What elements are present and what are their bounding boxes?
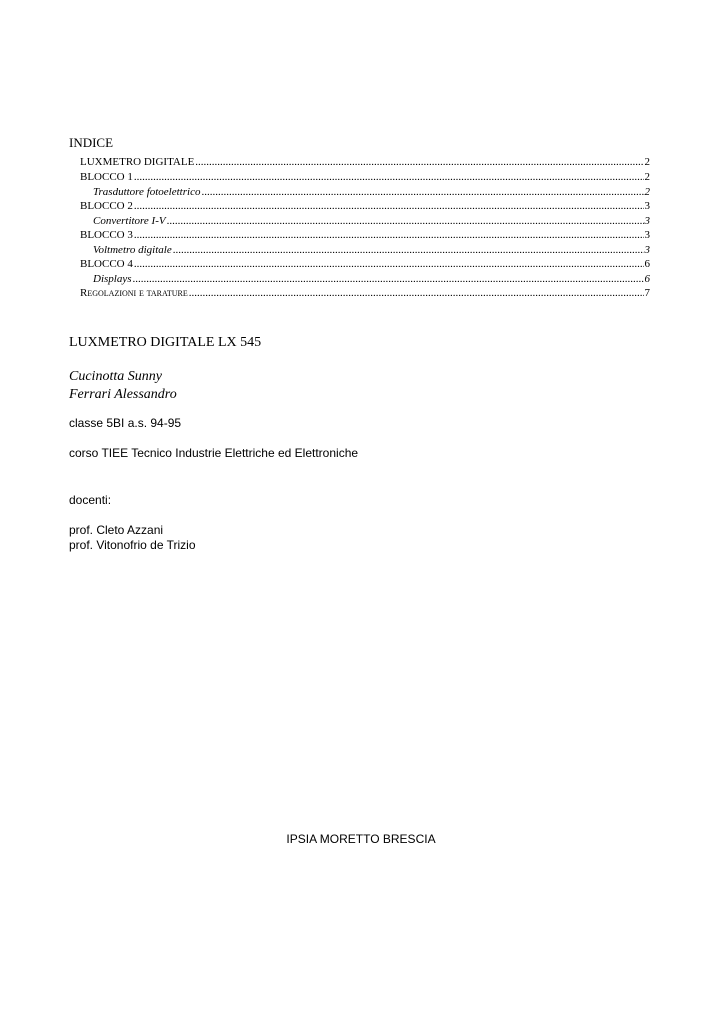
- toc-entry-label: LUXMETRO DIGITALE: [80, 156, 195, 168]
- toc-entry[interactable]: [80, 229, 650, 242]
- toc-leader-dots: [134, 171, 644, 184]
- toc-entry-page: 3: [644, 229, 650, 241]
- toc-entry-page: 2: [644, 171, 650, 183]
- course-line: corso TIEE Tecnico Industrie Elettriche ed Elettroniche: [69, 446, 359, 460]
- toc-entry-label: Displays: [93, 273, 132, 285]
- author-name: Cucinotta Sunny: [69, 369, 162, 384]
- toc-entry-page: 6: [644, 273, 650, 285]
- toc-entry[interactable]: [80, 200, 650, 213]
- toc-leader-dots: [167, 215, 644, 228]
- toc-entry-page: 2: [644, 156, 650, 168]
- toc-entry[interactable]: [80, 171, 650, 184]
- document-title: LUXMETRO DIGITALE LX 545: [69, 335, 262, 350]
- toc-entry-label: Regolazioni e tarature: [80, 287, 188, 299]
- toc-entry-label: BLOCCO 3: [80, 229, 133, 241]
- school-name: [0, 832, 724, 847]
- toc-entry-label: Trasduttore fotoelettrico: [93, 186, 201, 198]
- toc-entry-page: 3: [644, 244, 650, 256]
- school-name-text: IPSIA MORETTO BRESCIA: [286, 832, 436, 846]
- toc-leader-dots: [134, 200, 644, 213]
- toc-entry[interactable]: [93, 273, 650, 286]
- toc-entry-page: 3: [644, 215, 650, 227]
- toc-entry-page: 3: [644, 200, 650, 212]
- toc-entry[interactable]: [93, 215, 650, 228]
- toc-entry-label: BLOCCO 1: [80, 171, 133, 183]
- teachers-label: docenti:: [69, 493, 112, 507]
- author-name: Ferrari Alessandro: [69, 387, 177, 402]
- toc-entry-label: BLOCCO 2: [80, 200, 133, 212]
- class-line: classe 5BI a.s. 94-95: [69, 416, 182, 430]
- teacher-name: prof. Vitonofrio de Trizio: [69, 538, 196, 552]
- toc-leader-dots: [173, 244, 644, 257]
- toc-leader-dots: [195, 156, 643, 169]
- toc-leader-dots: [133, 273, 644, 286]
- toc-leader-dots: [201, 186, 643, 199]
- teacher-name: prof. Cleto Azzani: [69, 523, 164, 537]
- toc-entry[interactable]: [80, 156, 650, 169]
- toc-entry[interactable]: [93, 244, 650, 257]
- toc-leader-dots: [134, 258, 644, 271]
- toc-entry-page: 6: [644, 258, 650, 270]
- toc-entry[interactable]: [80, 258, 650, 271]
- toc-entry-page: 7: [644, 287, 650, 299]
- toc-entry-label: Voltmetro digitale: [93, 244, 172, 256]
- toc-leader-dots: [134, 229, 644, 242]
- toc-entry-label: BLOCCO 4: [80, 258, 133, 270]
- toc-entry[interactable]: [80, 287, 650, 300]
- toc-leader-dots: [189, 287, 644, 300]
- toc-entry[interactable]: [93, 186, 650, 199]
- toc-entry-page: 2: [644, 186, 650, 198]
- toc-entry-label: Convertitore I-V: [93, 215, 166, 227]
- toc-heading: INDICE: [69, 135, 114, 150]
